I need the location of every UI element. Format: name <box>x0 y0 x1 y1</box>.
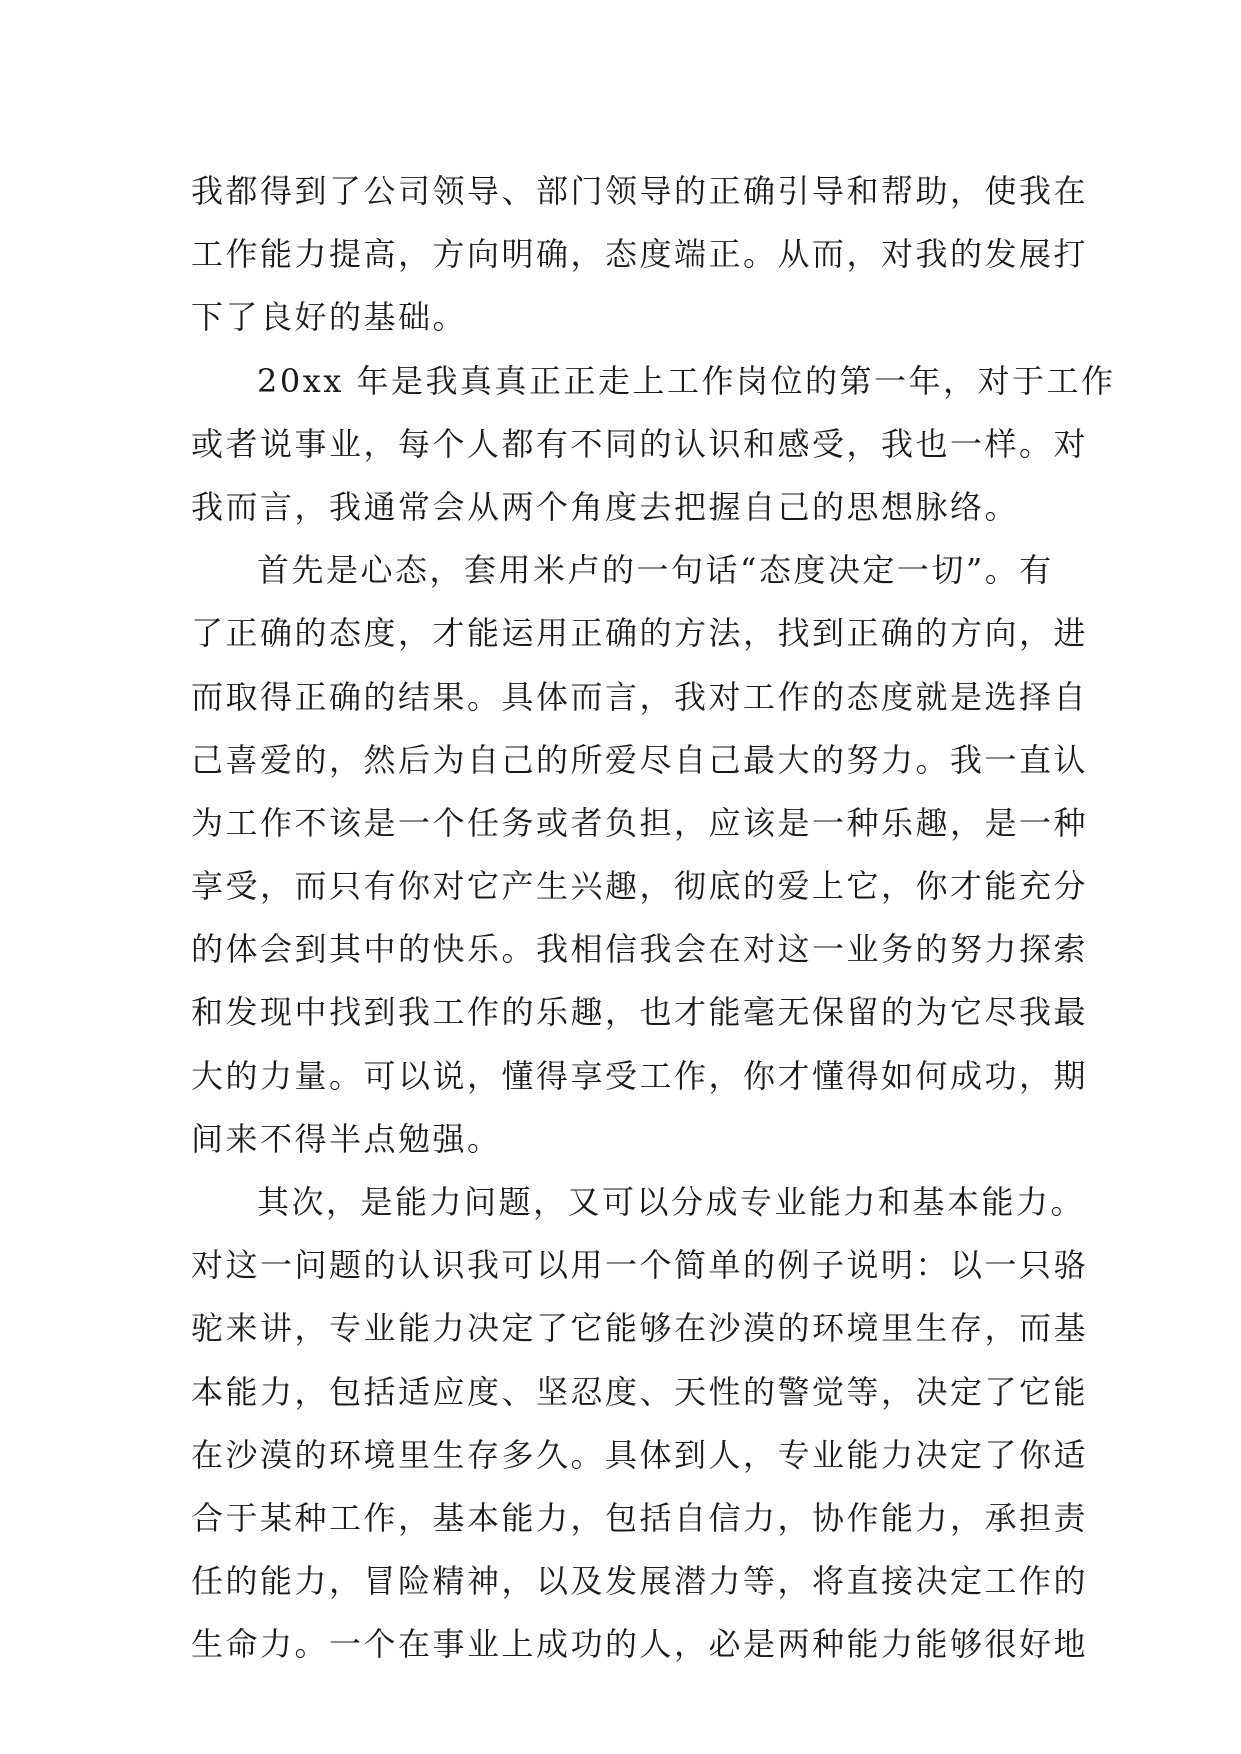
text-line: 其次，是能力问题，又可以分成专业能力和基本能力。 <box>257 1183 1086 1221</box>
text-line: 本能力，包括适应度、坚忍度、天性的警觉等，决定了它能 <box>191 1372 1089 1411</box>
text-line: 任的能力，冒险精神，以及发展潜力等，将直接决定工作的 <box>191 1562 1089 1601</box>
text-line: 或者说事业，每个人都有不同的认识和感受，我也一样。对 <box>191 424 1089 463</box>
text-line: 间来不得半点勉强。 <box>191 1119 502 1158</box>
text-line: 合于某种工作，基本能力，包括自信力，协作能力，承担责 <box>191 1498 1089 1537</box>
text-line: 驼来讲，专业能力决定了它能够在沙漠的环境里生存，而基 <box>191 1309 1089 1348</box>
text-line: 为工作不该是一个任务或者负担，应该是一种乐趣，是一种 <box>191 803 1089 842</box>
text-line: 大的力量。可以说，懂得享受工作，你才懂得如何成功，期 <box>191 1056 1089 1095</box>
text-line: 了正确的态度，才能运用正确的方法，找到正确的方向，进 <box>191 614 1089 653</box>
text-line: 工作能力提高，方向明确，态度端正。从而，对我的发展打 <box>191 235 1089 274</box>
text-line: 20xx 年是我真真正正走上工作岗位的第一年，对于工作 <box>257 361 1116 400</box>
text-line: 己喜爱的，然后为自己的所爱尽自己最大的努力。我一直认 <box>191 740 1089 779</box>
text-line: 享受，而只有你对它产生兴趣，彻底的爱上它，你才能充分 <box>191 867 1089 906</box>
text-line: 首先是心态，套用米卢的一句话“态度决定一切”。有 <box>257 551 1054 590</box>
text-line: 的体会到其中的快乐。我相信我会在对这一业务的努力探索 <box>191 930 1089 969</box>
text-line: 对这一问题的认识我可以用一个简单的例子说明：以一只骆 <box>191 1246 1089 1285</box>
text-line: 我都得到了公司领导、部门领导的正确引导和帮助，使我在 <box>191 172 1089 210</box>
text-line: 我而言，我通常会从两个角度去把握自己的思想脉络。 <box>191 487 1020 526</box>
body-text <box>191 160 1116 1677</box>
text-line: 和发现中找到我工作的乐趣，也才能毫无保留的为它尽我最 <box>191 993 1089 1032</box>
text-line: 生命力。一个在事业上成功的人，必是两种能力能够很好地 <box>191 1625 1089 1664</box>
text-line: 下了良好的基础。 <box>191 298 468 337</box>
text-line: 在沙漠的环境里生存多久。具体到人，专业能力决定了你适 <box>191 1435 1089 1474</box>
text-line: 而取得正确的结果。具体而言，我对工作的态度就是选择自 <box>191 677 1089 716</box>
